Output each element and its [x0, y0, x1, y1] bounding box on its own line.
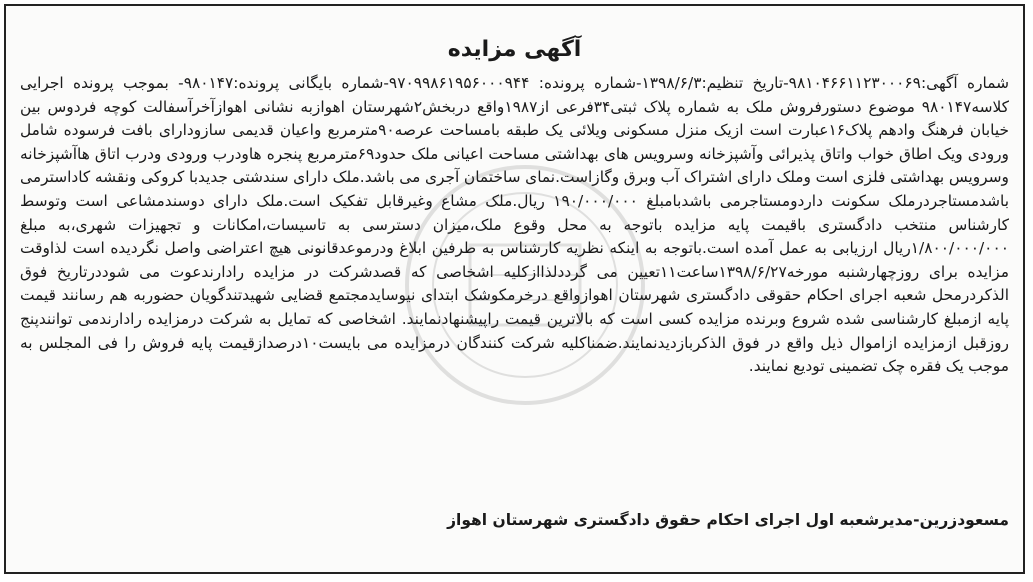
notice-frame	[4, 4, 1025, 574]
notice-body: شماره آگهی:۹۸۱۰۴۶۶۱۱۲۳۰۰۰۶۹-تاریخ تنظیم:۱۳۹۸/۶/۳-شماره پرونده: ۹۷۰۹۹۸۶۱۹۵۶۰۰۰۹۴۴-شماره بایگانی پرونده:۹۸۰۱۴۷- بموجب پرونده اجرایی کلاسه۹۸۰۱۴۷ موضوع دستورفروش ملک به شماره پلاک ثبتی۳۴فرعی از۱۹۸۷واقع دربخش۲شهرستان اهوازبه نشانی اهوازآخرآسفالت کوچه فردوس بین خیابان فرهنگ وادهم پلاک۱۶عبارت است ازیک منزل مسکونی ویلائی یک طبقه بامساحت عرصه۹۰مترمربع واعیان قدیمی سازودارای بافت فرسوده شامل ورودی ویک اطاق خواب واتاق پذیرائی وآشپزخانه وسرویس های بهداشتی مساحت اعیانی ملک حدود۶۹مترمربع پنجره هاودرب ورودی ودرب اتاق هاآشپزخانه وسرویس بهداشتی فلزی است وملک دارای اشتراک آب وبرق وگازاست.نمای ساختمان آجری می باشد.ملک دارای سندشتی جدیدبا کروکی ونقشه کاداسترمی باشدمستاجردرملک سکونت داردومستاجرمی باشدبامبلغ ۱۹۰/۰۰۰/۰۰۰ ریال.ملک مشاع وغیرقابل تفکیک است.ملک دارای دوسندمشاعی است وتوسط کارشناس منتخب دادگستری باقیمت پایه مزایده باتوجه به محل وقوع ملک،میزان دسترسی به تاسیسات،امکانات و تجهیزات شهری،به مبلغ ۱/۸۰۰/۰۰۰/۰۰۰ریال ارزیابی به عمل آمده است.باتوجه به اینکه نظریه کارشناس به طرفین ابلاغ ودرموعدقانونی هیچ اعتراضی واصل نگردیده است لذاوقت مزایده برای روزچهارشنبه مورخه۱۳۹۸/۶/۲۷ساعت۱۱تعیین می گرددلذاازکلیه اشخاصی که قصدشرکت در مزایده رادارندعوت می شوددرتاریخ فوق الذکردرمحل شعبه اجرای احکام حقوقی دادگستری شهرستان اهوازواقع درخرمکوشک ابتدای نیوسایدمجتمع قضایی شهیدتندگویان حضوربه هم رسانند قیمت پایه ازمبلغ کارشناسی شده شروع وبرنده مزایده کسی است که بالاترین قیمت راپیشنهادنمایند. اشخاصی که تمایل به شرکت درمزایده رادارندمی توانندپنج روزقبل ازمزایده ازاموال ذیل واقع در فوق الذکربازدیدنمایند.ضمناکلیه شرکت کنندگان درمزایده می بایست۱۰درصدازقیمت پایه فروش را فی المجلس به موجب یک فقره چک تضمینی تودیع نمایند.	[20, 74, 1009, 376]
notice-signature: مسعودزرین-مدیرشعبه اول اجرای احکام حقوق دادگستری شهرستان اهواز	[447, 511, 1009, 529]
notice-title: آگهی مزایده	[447, 37, 582, 62]
